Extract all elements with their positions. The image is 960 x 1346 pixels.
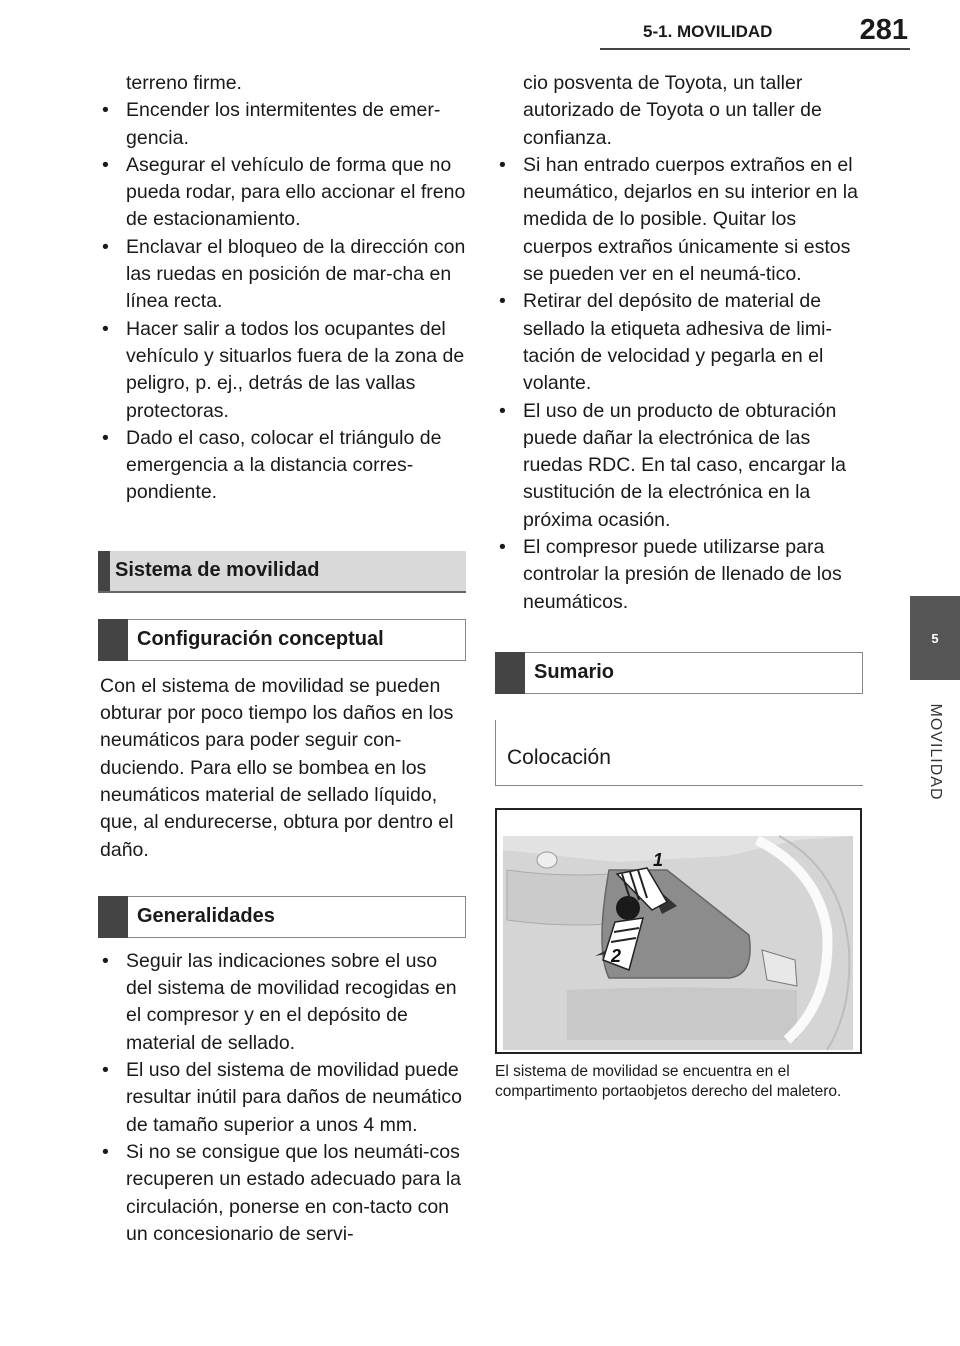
list-item: • El compresor puede utilizarse para controlar la presión de llenado de los neumáticos.: [495, 534, 863, 616]
chapter-side-label: [910, 692, 960, 812]
list-item: • Retirar del depósito de material de sellado la etiqueta adhesiva de limi-tación de velocidad y pegarla en el volante.: [495, 288, 863, 397]
list-item: • Si no se consigue que los neumáti-cos recuperen un estado adecuado para la circulación, ponerse en con-tacto con un concesionario de servi-: [98, 1139, 466, 1248]
subsection-heading-text: Generalidades: [137, 904, 275, 927]
subsection-heading: [98, 619, 466, 661]
list-item: • Seguir las indicaciones sobre el uso del sistema de movilidad recogidas en el compresor y en el depósito de material de sellado.: [98, 948, 466, 1057]
list-item: • El uso del sistema de movilidad puede resultar inútil para daños de neumático de tamaño superior a unos 4 mm.: [98, 1057, 466, 1139]
bullet-list-right: [495, 152, 863, 616]
chapter-label: MOVILIDAD: [927, 703, 944, 801]
list-item: • Dado el caso, colocar el triángulo de emergencia a la distancia corres-pondiente.: [98, 425, 466, 507]
list-item: • Encender los intermitentes de emer-gencia.: [98, 97, 466, 152]
chapter-tab: [910, 596, 960, 680]
left-column: [98, 70, 466, 1248]
list-item: • El uso de un producto de obturación puede dañar la electrónica de las ruedas RDC. En tal caso, encargar la sustitución de la electrónica en la próxima ocasión.: [495, 398, 863, 534]
callout-label-2: 2: [611, 945, 622, 966]
subsection-heading-text: Sumario: [534, 660, 615, 683]
bullet-list-safety: [98, 97, 466, 506]
list-item: • Hacer salir a todos los ocupantes del vehículo y situarlos fuera de la zona de peligro, p. ej., detrás de las vallas protectoras.: [98, 316, 466, 425]
bullet-list-general: [98, 948, 466, 1248]
callout-label-1: 1: [653, 849, 664, 870]
header-rule: [600, 48, 910, 50]
figure-caption: El sistema de movilidad se encuentra en el compartimento portaobjetos derecho del maletero.: [495, 1062, 842, 1100]
trunk-illustration: [495, 808, 862, 1054]
minor-heading-text: Colocación: [507, 745, 611, 769]
subsection-heading-text: Configuración conceptual: [137, 627, 384, 650]
trunk-drawing: [497, 810, 860, 1052]
heading-bar: [98, 619, 128, 661]
list-item: • Asegurar el vehículo de forma que no pueda rodar, para ello accionar el freno de estacionamiento.: [98, 152, 466, 234]
chapter-number: 5: [931, 630, 939, 646]
list-item: • Si han entrado cuerpos extraños en el neumático, dejarlos en su interior en la medida de lo posible. Quitar los cuerpos extraños únicamente si estos se pueden ver en el neumá-tico.: [495, 152, 863, 288]
right-column: [495, 70, 863, 1102]
heading-bar: [495, 652, 525, 694]
continued-text: terreno firme.: [126, 72, 242, 94]
heading-bar: [98, 896, 128, 938]
section-heading-text: Sistema de movilidad: [115, 558, 320, 581]
section-heading: [98, 551, 466, 593]
page-number: 281: [859, 14, 908, 46]
subsection-heading: [495, 652, 863, 694]
running-header-section: 5-1. MOVILIDAD: [643, 22, 773, 41]
subsection-heading: [98, 896, 466, 938]
continued-text: cio posventa de Toyota, un taller autorizado de Toyota o un taller de confianza.: [523, 72, 822, 149]
concept-paragraph: Con el sistema de movilidad se pueden obturar por poco tiempo los daños en los neumáticos para poder seguir con-duciendo. Para ello se bombea en los neumáticos material de sellado líquido, que, al endurecerse, obtura por dentro el daño.: [100, 674, 454, 861]
list-item: • Enclavar el bloqueo de la dirección con las ruedas en posición de mar-cha en línea recta.: [98, 234, 466, 316]
heading-bar: [98, 551, 110, 591]
minor-heading: [495, 720, 863, 786]
